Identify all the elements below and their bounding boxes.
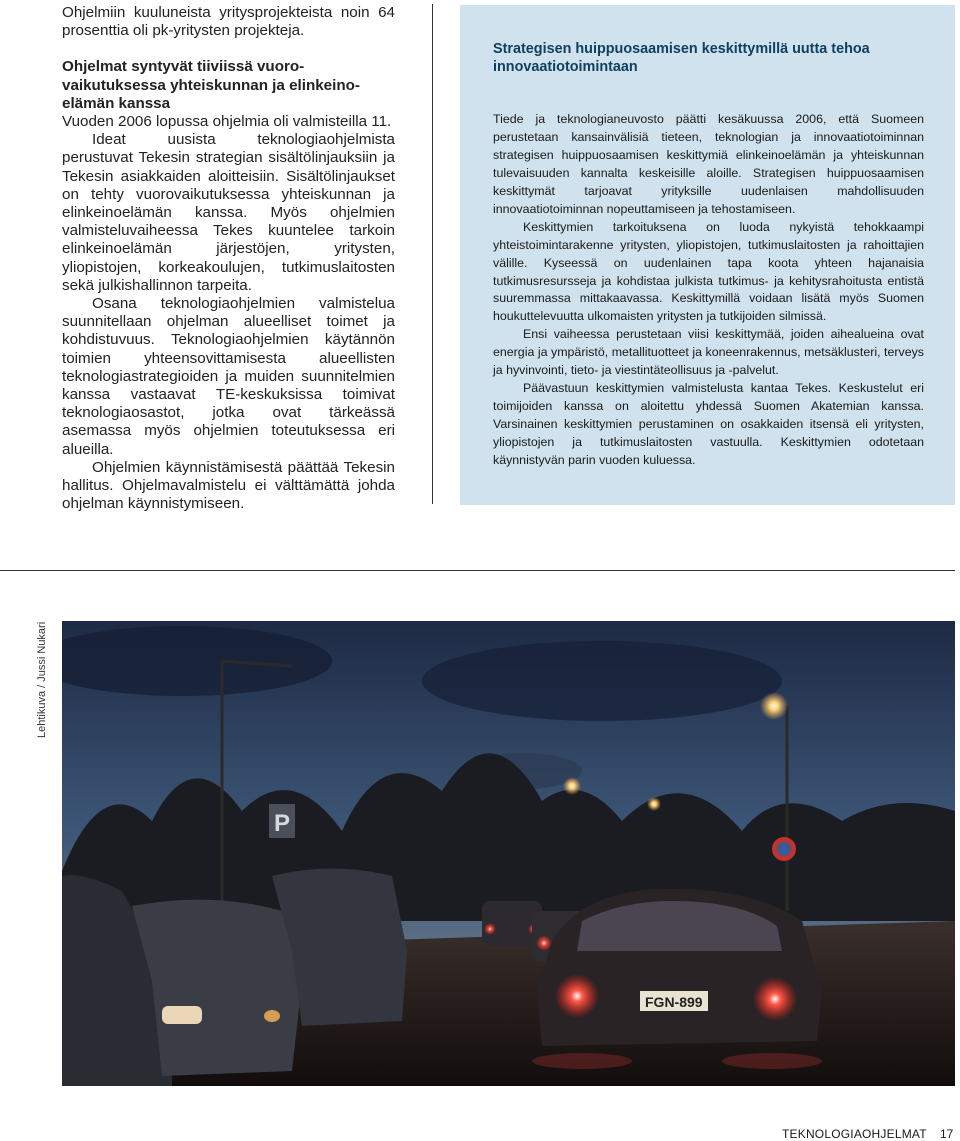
sidebar-box-title: Strategisen huippuosaamisen keskittymillä uutta tehoa innovaatiotoimintaan [493, 41, 870, 76]
footer-section-label: TEKNOLOGIAOHJELMAT [782, 1127, 927, 1141]
left-text-column [62, 4, 395, 513]
sidebar-paragraph: Päävastuun keskittymien valmistelusta kantaa Tekes. Keskustelut eri toimijoiden kanssa on aloitettu yhdessä Suomen Akatemian kanssa. Varsinainen keskittymien perustaminen on osakkaiden itsensä eli yritysten, yliopistojen ja tutkimuslaitosten vastuulla. Keskittymien odotetaan käynnistyvän parin vuoden kuluessa. [493, 381, 924, 467]
photo-credit: Lehtikuva / Jussi Nukari [36, 621, 48, 738]
section-divider [0, 570, 955, 571]
sidebar-box-content [493, 40, 924, 470]
body-paragraph: Vuoden 2006 lopussa ohjelmia oli valmisteilla 11. [62, 113, 392, 131]
sidebar-paragraph: Keskittymien tarkoituksena on luoda nykyistä tehokkaampi yhteistoimintarakenne yritysten, yliopistojen, tutkimuslaitosten ja rahoittajien välille. Kyseessä on uudenlainen tapa koota yhteen hajanaisia tutkimusresursseja ja kohdistaa julkista tutkimus- ja kehitysrahoitusta entistä suuremmassa mittakaavassa. Keskittymillä voidaan lisätä myös Suomen houkuttelevuutta ulkomaisten yritysten ja tutkijoiden silmissä. [493, 219, 924, 324]
parking-sign-letter: P [274, 810, 291, 837]
intro-paragraph: Ohjelmiin kuuluneista yritysprojekteista noin 64 prosenttia oli pk-yritysten projekteja. [62, 4, 395, 40]
sidebar-paragraph: Tiede ja teknologianeuvosto päätti kesäkuussa 2006, että Suomeen perustetaan kansainvälisiä tieteen, teknologian ja innovaatiotoiminnan strategisen huippuosaamisen keskittymiä elinkeinoelämän ja yhteiskunnan tulevaisuuden kannalta keskeisille aloille. Strategisen huippuosaamisen keskittymät tarjoavat yrityksille uudenlaisen mahdollisuuden innovaatiotoiminnan nopeuttamiseen ja tehostamiseen. [493, 112, 924, 216]
sidebar-box-text [493, 111, 924, 469]
body-paragraph: Ideat uusista teknologiaohjelmista perustuvat Tekesin strategian sisältölinjauksiin ja Tekesin asiakkaiden aloitteisiin. Sisältölinjaukset on tehty vuorovaikutuksessa yhteiskunnan ja elinkeinoelämän kanssa. Myös ohjelmien valmisteluvaiheessa Tekes kuuntelee tarkoin elinkeinoelämän järjestöjen, yritysten, yliopistojen, korkeakoulujen, tutkimuslaitosten sekä julkishallinnon tarpeita. [62, 131, 395, 294]
column-divider [432, 4, 433, 504]
sidebar-paragraph: Ensi vaiheessa perustetaan viisi keskittymää, joiden aihealueina ovat energia ja ympäristö, metallituotteet ja koneenrakennus, metsäklusteri, terveys ja hyvinvointi, tieto- ja viestintäteollisuus ja -palvelut. [493, 327, 924, 378]
traffic-photo [62, 621, 955, 1086]
license-plate: FGN-899 [645, 994, 703, 1010]
sidebar-box [460, 5, 955, 505]
body-paragraph: Ohjelmien käynnistämisestä päättää Tekesin hallitus. Ohjelmavalmistelu ei välttämättä johda ohjelman käynnistymiseen. [62, 458, 395, 513]
section-subheading: Ohjelmat syntyvät tiiviissä vuoro-vaikutuksessa yhteiskunnan ja elinkeino-elämän kanssa [62, 58, 360, 112]
page-number: 17 [940, 1127, 954, 1141]
body-paragraph: Osana teknologiaohjelmien valmistelua suunnitellaan ohjelman alueelliset toimet ja kohdistuvuus. Teknologiaohjelmien käytännön toimien yhteensovittamisesta alueellisten teknologiastrategioiden ja muiden suunnitelmien kanssa vastaavat TE-keskuksissa toimivat teknologiaosastot, jotka ovat tärkeässä asemassa myös ohjelmien toteutuksessa eri alueilla. [62, 295, 395, 458]
